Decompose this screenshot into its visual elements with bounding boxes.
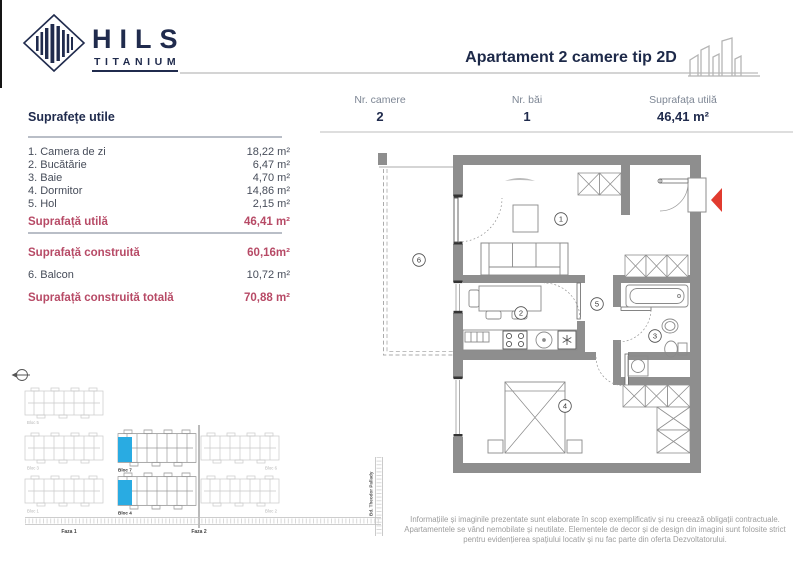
coffee-table xyxy=(513,205,538,232)
summary-label: Nr. băi xyxy=(511,94,543,106)
disclaimer-line: Informațiile și imaginile prezentate sunt elaborate în scop exemplificativ și nu creează obligații contractuale. xyxy=(410,515,780,524)
entrance-door-swing xyxy=(660,183,688,211)
building-bloc2 xyxy=(201,476,279,506)
summary-value: 46,41 m² xyxy=(656,109,710,124)
brand-underline xyxy=(92,70,178,72)
phase1-label: Faza 1 xyxy=(61,529,77,535)
built-row xyxy=(28,247,290,259)
svg-text:6: 6 xyxy=(416,255,422,265)
areas-rule-top xyxy=(28,136,282,138)
room-value: 4,70 m² xyxy=(252,171,290,184)
street-label: Bd. Theodor Pallady xyxy=(368,471,374,516)
page-title: Apartament 2 camere tip 2D xyxy=(465,49,677,66)
summary-separator xyxy=(320,131,793,133)
kitchen-chair xyxy=(486,311,501,319)
sink-icon xyxy=(536,332,552,348)
balcony-door-swing xyxy=(458,198,502,242)
bloc3-label: Bloc 3 xyxy=(27,465,39,471)
entrance-door-slab xyxy=(688,178,706,212)
brand-name: HILS xyxy=(92,24,186,54)
building-bloc3 xyxy=(25,433,103,463)
bath-door-leaf xyxy=(621,307,651,310)
wardrobe-bedroom-col xyxy=(657,407,690,453)
built-total-value: 70,88 m² xyxy=(243,292,290,304)
wall-kitchen-right xyxy=(577,321,585,352)
compass-icon xyxy=(12,370,31,381)
summary-col-area xyxy=(623,94,743,124)
bed-mattress-lines xyxy=(505,382,568,453)
entrance-door-leaf xyxy=(660,179,688,183)
room-label-bath xyxy=(649,330,662,343)
logo-building-bars xyxy=(36,24,73,63)
wardrobes xyxy=(578,173,690,453)
bedroom-window-opening xyxy=(453,378,463,437)
stove-icon xyxy=(503,331,527,349)
bathtub-drain xyxy=(678,295,681,298)
room-value: 2,15 m² xyxy=(252,197,290,210)
wall-bath-left-a xyxy=(613,275,621,307)
window-edge xyxy=(0,0,2,88)
summary-label: Suprafața utilă xyxy=(649,94,717,106)
balcony-outline xyxy=(378,153,453,355)
areas-rule-mid xyxy=(28,232,282,234)
bathtub-inner xyxy=(630,289,684,304)
bedroom-furniture xyxy=(488,382,582,453)
built-total-row xyxy=(28,292,290,304)
svg-text:5: 5 xyxy=(594,299,600,309)
wall-bath-bottom xyxy=(613,377,690,385)
phase-labels xyxy=(61,529,207,535)
bath-door-swing xyxy=(618,310,651,342)
balcony-row xyxy=(28,269,290,281)
summary-col-rooms xyxy=(320,94,440,124)
room-label-hall xyxy=(591,298,604,311)
sofa xyxy=(481,243,568,275)
room-value: 14,86 m² xyxy=(246,184,290,197)
wall-left-seg4 xyxy=(453,437,463,473)
floorplan xyxy=(372,146,724,518)
kitchen-window-opening xyxy=(453,282,463,313)
bloc1-label: Bloc 1 xyxy=(27,508,39,514)
built-label: Suprafață construită xyxy=(28,247,140,259)
living-furniture xyxy=(481,178,568,275)
wardrobe-entry xyxy=(578,173,621,195)
bloc4-label: Bloc 4 xyxy=(118,510,132,516)
wardrobe-bedroom-row xyxy=(623,385,690,407)
summary-col-baths xyxy=(467,94,587,124)
built-value: 60,16m² xyxy=(247,247,290,259)
room-name: 1. Camera de zi xyxy=(28,146,106,158)
room-label-kitchen xyxy=(515,307,528,320)
brand-subname: TITANIUM xyxy=(94,56,181,68)
wall-living-kitchen xyxy=(453,275,585,283)
nightstand xyxy=(488,440,503,453)
site-plan xyxy=(8,360,398,560)
bloc7-highlight xyxy=(118,437,132,462)
svg-text:2: 2 xyxy=(518,308,524,318)
brand-logo-icon xyxy=(22,13,86,73)
bloc6-label: Bloc 6 xyxy=(265,465,277,471)
summary-label: Nr. camere xyxy=(354,94,406,106)
wall-kitchen-bedroom xyxy=(453,350,585,360)
disclaimer xyxy=(398,515,792,545)
wall-bottom xyxy=(453,463,701,473)
skyline-icon xyxy=(688,35,762,77)
header-divider xyxy=(180,72,758,74)
room-name: 2. Bucătărie xyxy=(28,158,87,171)
room-row xyxy=(28,198,290,211)
bloc7-label: Bloc 7 xyxy=(118,467,132,473)
room-row xyxy=(28,185,290,198)
neighbor-wall-stub xyxy=(378,153,387,165)
built-total-label: Suprafață construită totală xyxy=(28,292,174,304)
room-row xyxy=(28,172,290,185)
bloc5-label: Bloc 5 xyxy=(27,420,39,425)
room-value: 6,47 m² xyxy=(252,158,290,171)
svg-text:4: 4 xyxy=(562,401,568,411)
wall-left-seg1 xyxy=(453,155,463,196)
kitchen-chair xyxy=(469,290,479,307)
building-bloc6 xyxy=(201,433,279,463)
entrance-arrow-icon xyxy=(711,188,722,212)
bloc2-label: Bloc 2 xyxy=(265,508,277,514)
areas-heading: Suprafețe utile xyxy=(28,110,115,124)
wall-top xyxy=(453,155,701,165)
disclaimer-line: pentru evidențierea spațiului locativ și nu fac parte din oferta Dezvoltatorului. xyxy=(463,535,727,544)
summary-value: 1 xyxy=(523,109,531,124)
room-name: 4. Dormitor xyxy=(28,184,83,197)
useful-total-label: Suprafață utilă xyxy=(28,216,108,228)
bloc4-highlight xyxy=(118,480,132,505)
kitchen-table xyxy=(479,286,541,311)
balcony-door-leaf xyxy=(454,198,458,242)
entrance xyxy=(658,178,722,212)
bath-sink xyxy=(662,319,678,333)
phase2-label: Faza 2 xyxy=(191,529,207,535)
wall-hall-bedroom-a xyxy=(585,352,596,360)
road-horizontal xyxy=(25,518,381,525)
wall-entry-stub xyxy=(621,165,630,215)
room-list xyxy=(28,146,290,211)
room-value: 18,22 m² xyxy=(246,146,290,158)
nightstand xyxy=(567,440,582,453)
room-name: 3. Baie xyxy=(28,171,63,184)
kitchen-counter xyxy=(463,330,577,350)
wardrobe-hall xyxy=(625,255,688,277)
balcony-name: 6. Balcon xyxy=(28,269,74,281)
disclaimer-line: Apartamentele se vând nemobilate și neutilate. Elementele de decor și de design din imagini sunt folosite strict xyxy=(404,525,786,534)
tv-icon xyxy=(505,178,535,181)
useful-total-row xyxy=(28,216,290,228)
svg-text:3: 3 xyxy=(652,331,658,341)
room-label-bedroom xyxy=(559,400,572,413)
room-row xyxy=(28,159,290,172)
kitchen-door-swing xyxy=(544,283,580,319)
wall-left-seg3 xyxy=(453,313,463,378)
useful-total-value: 46,41 m² xyxy=(243,216,290,228)
room-name: 5. Hol xyxy=(28,197,57,210)
balcony-value: 10,72 m² xyxy=(246,269,290,281)
room-label-living xyxy=(555,213,568,226)
svg-text:1: 1 xyxy=(558,214,564,224)
building-bloc1 xyxy=(25,476,103,506)
room-row xyxy=(28,146,290,159)
fridge-icon xyxy=(558,331,576,349)
building-bloc5 xyxy=(25,388,103,418)
summary-value: 2 xyxy=(376,109,384,124)
room-label-balcony xyxy=(413,254,426,267)
